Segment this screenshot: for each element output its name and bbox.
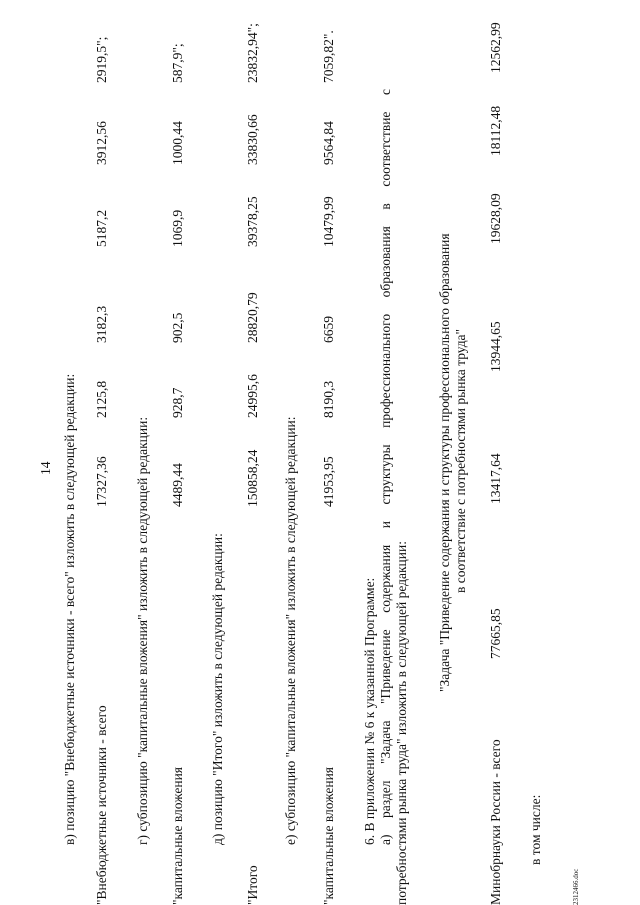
item-v-value-1: 17327,36 <box>94 456 109 507</box>
item-g-value-6: 587,9"; <box>170 43 185 83</box>
item-v-label: "Внебюджетные источники - всего <box>94 705 109 905</box>
item-g-value-5: 1000,44 <box>170 121 185 165</box>
section-6-line-a-tail: потребностями рынка труда" изложить в следующей редакции: <box>394 541 409 905</box>
item-d-value-2: 24995,6 <box>245 374 260 418</box>
section-6-intro: 6. В приложении № 6 к указанной Программе: <box>362 577 377 845</box>
ministry-value-4: 19628,09 <box>488 193 503 244</box>
item-e-value-2: 8190,3 <box>321 380 336 418</box>
item-e-value-1: 41953,95 <box>321 456 336 507</box>
ministry-value-5: 18112,48 <box>488 105 503 156</box>
ministry-value-6: 12562,99 <box>488 22 503 73</box>
line-a-word: раздел <box>378 780 393 818</box>
line-a-word: с <box>378 89 393 96</box>
item-d-value-3: 28820,79 <box>245 292 260 343</box>
line-a-word: профессионального <box>378 313 393 428</box>
line-a-word: "Приведение <box>378 629 393 704</box>
section-6-line-a <box>378 89 394 845</box>
item-d-value-5: 33830,66 <box>245 114 260 165</box>
item-v-value-3: 3182,3 <box>94 305 109 343</box>
item-v-heading: в) позицию "Внебюджетные источники - всего" изложить в следующей редакции: <box>62 373 77 845</box>
ministry-value-1: 77665,85 <box>488 608 503 659</box>
item-d-value-4: 39378,25 <box>245 196 260 247</box>
item-g-label: "капитальные вложения <box>170 766 185 905</box>
item-v-value-4: 5187,2 <box>94 209 109 247</box>
line-a-word: содержания <box>378 544 393 613</box>
line-a-word: а) <box>378 834 393 845</box>
item-e-value-4: 10479,99 <box>321 196 336 247</box>
footer-doc-code: 2312466.doc <box>572 868 580 905</box>
item-g-value-2: 928,7 <box>170 387 185 418</box>
item-v-value-6: 2919,5"; <box>94 36 109 83</box>
item-g-value-1: 4489,44 <box>170 463 185 507</box>
item-e-value-6: 7059,82". <box>321 30 336 83</box>
line-a-word: "Задача <box>378 720 393 764</box>
item-v-value-2: 2125,8 <box>94 380 109 418</box>
item-e-heading: е) субпозицию "капитальные вложения" изложить в следующей редакции: <box>283 416 298 845</box>
line-a-word: соответствие <box>378 111 393 187</box>
item-d-value-1: 150858,24 <box>245 449 260 507</box>
task-heading-line-1: "Задача "Приведение содержания и структуры профессионального образования <box>437 233 452 692</box>
line-a-word: и <box>378 521 393 529</box>
item-e-value-5: 9564,84 <box>321 121 336 165</box>
line-a-word: в <box>378 203 393 210</box>
including-label: в том числе: <box>528 794 543 865</box>
item-g-value-3: 902,5 <box>170 312 185 343</box>
item-e-label: "капитальные вложения <box>321 766 336 905</box>
item-g-value-4: 1069,9 <box>170 209 185 247</box>
item-v-value-5: 3912,56 <box>94 121 109 165</box>
line-a-word: структуры <box>378 444 393 505</box>
ministry-label: Минобрнауки России - всего <box>488 739 503 905</box>
page-number: 14 <box>38 461 53 475</box>
item-d-heading: д) позицию "Итого" изложить в следующей редакции: <box>210 533 225 845</box>
ministry-value-2: 13417,64 <box>488 453 503 504</box>
item-g-heading: г) субпозицию "капитальные вложения" изложить в следующей редакции: <box>135 416 150 845</box>
ministry-value-3: 13944,65 <box>488 321 503 372</box>
item-d-value-6: 23832,94"; <box>245 23 260 83</box>
task-heading-line-2: в соответствие с потребностями рынка труда" <box>453 328 468 593</box>
item-d-label: "Итого <box>245 865 260 905</box>
line-a-word: образования <box>378 226 393 298</box>
item-e-value-3: 6659 <box>321 316 336 343</box>
